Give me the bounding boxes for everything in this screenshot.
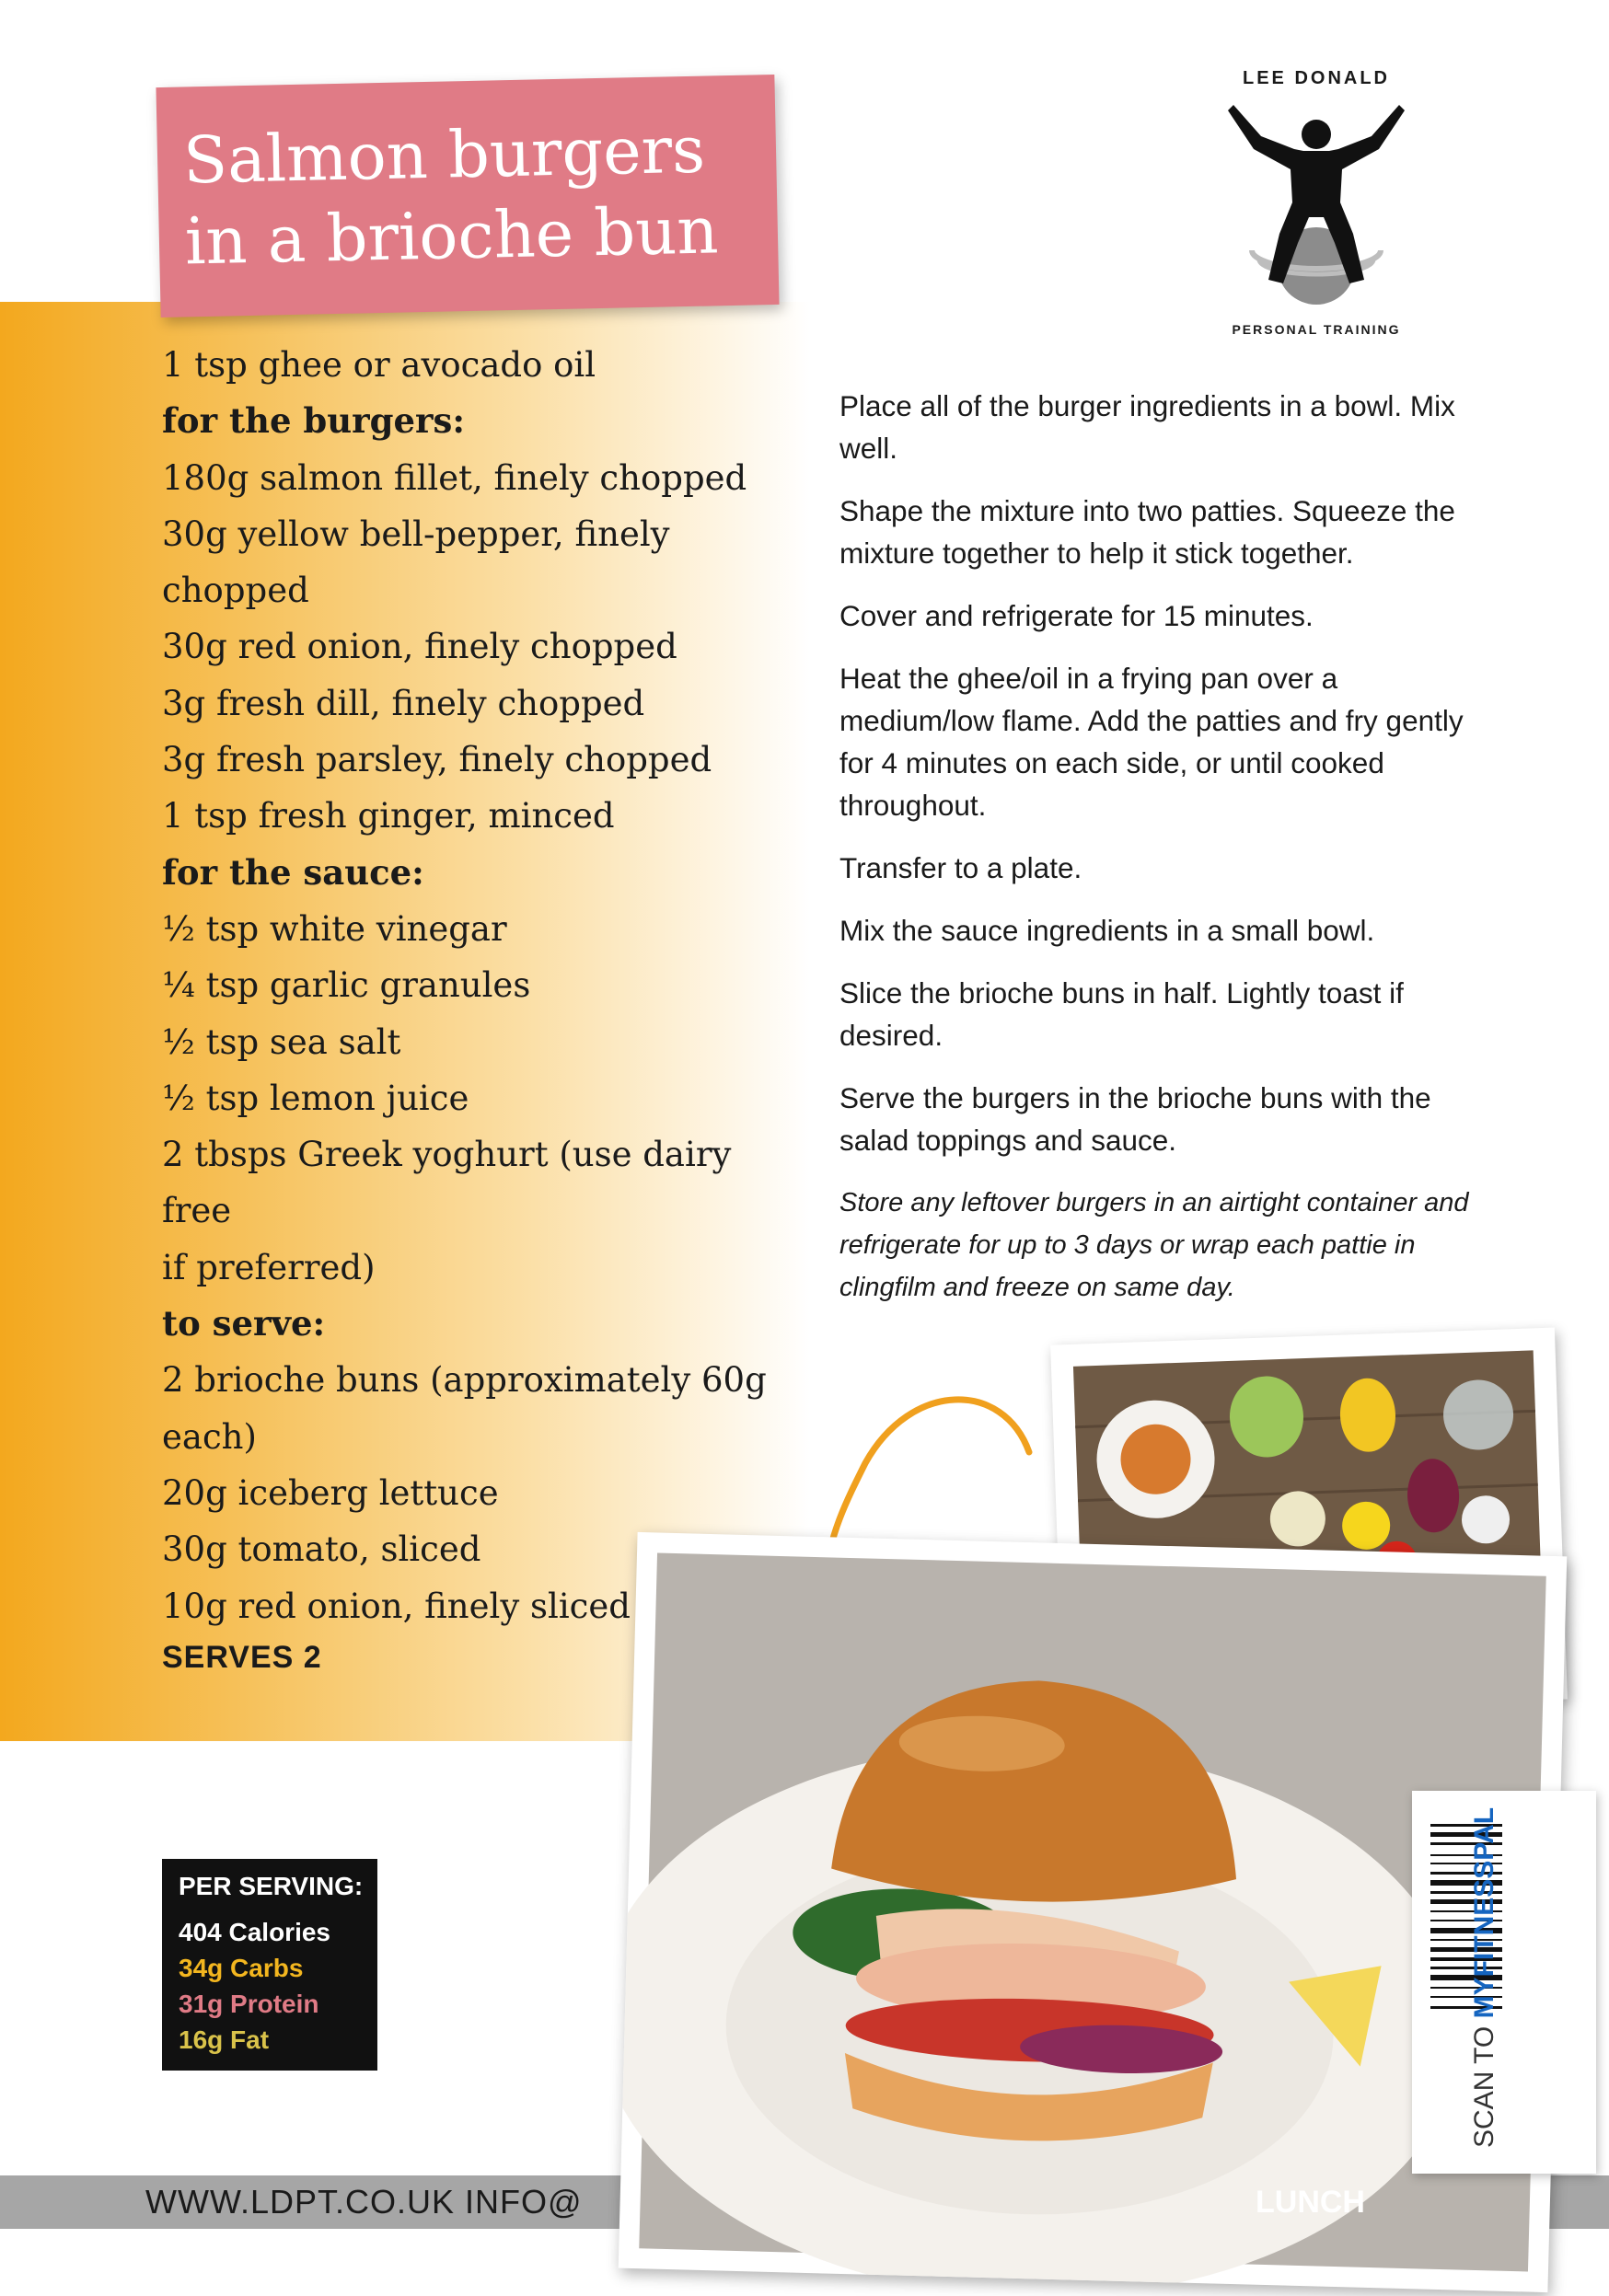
ingredient-section-heading: to serve: [162,1303,326,1344]
ingredient-line: 1 tsp ghee or avocado oil [162,345,596,385]
scan-to-myfitnesspal-label [1469,1807,1500,2148]
ingredient-line: ¼ tsp garlic granules [162,965,531,1006]
method-step: Mix the sauce ingredients in a small bowl. [839,914,1375,947]
athlete-silhouette-icon [1215,96,1418,317]
method-steps [839,385,1484,1329]
ingredient-line: each) [162,1416,257,1457]
method-step: Place all of the burger ingredients in a bowl. Mix well. [839,389,1455,465]
method-step: Serve the burgers in the brioche buns with the salad toppings and sauce. [839,1081,1431,1157]
ingredient-line: 10g red onion, finely sliced [162,1586,631,1626]
ingredient-section-heading: for the sauce: [162,851,424,893]
logo-name: LEE DONALD [1243,68,1390,88]
nutrition-carbs: 34g Carbs [179,1954,304,1982]
ingredient-section-heading: for the burgers: [162,400,466,442]
ingredient-line: chopped [162,571,309,611]
method-step: Transfer to a plate. [839,851,1082,884]
ingredient-line: 2 tbsps Greek yoghurt (use dairy free [162,1135,732,1231]
nutrition-calories: 404 Calories [179,1918,330,1946]
footer-category: LUNCH [1256,2185,1365,2220]
method-step: Shape the mixture into two patties. Squeeze the mixture together to help it stick together. [839,494,1455,570]
logo-tagline: PERSONAL TRAINING [1232,322,1401,337]
serves-label: SERVES 2 [162,1640,322,1675]
ingredient-line: 180g salmon fillet, finely chopped [162,457,747,498]
method-step: Cover and refrigerate for 15 minutes. [839,599,1314,632]
ingredient-line: ½ tsp sea salt [162,1021,401,1062]
nutrition-panel [162,1859,377,2071]
scan-prefix: SCAN TO [1469,2018,1499,2148]
nutrition-fat: 16g Fat [179,2025,270,2054]
nutrition-protein: 31g Protein [179,1990,319,2018]
recipe-title-line-1: Salmon burgers [182,111,706,199]
ingredient-line: 2 brioche buns (approximately 60g [162,1360,767,1401]
recipe-title-line-2: in a brioche bun [184,192,720,280]
nutrition-heading: PER SERVING: [179,1872,364,1900]
ingredients-list [162,337,788,1634]
ingredient-line: ½ tsp lemon juice [162,1078,469,1118]
scan-app-name: MYFITNESSPAL [1469,1806,1499,2019]
brand-logo [1197,68,1473,344]
method-step: Heat the ghee/oil in a frying pan over a medium/low flame. Add the patties and fry gently for 4 minutes on each side, or until cooked throughout. [839,662,1464,822]
ingredient-line: 30g red onion, finely chopped [162,627,677,667]
myfitnesspal-barcode-card[interactable] [1412,1791,1596,2174]
recipe-title-box [156,75,779,317]
footer-contact: WWW.LDPT.CO.UK INFO@ [145,2183,583,2221]
ingredient-line: 3g fresh parsley, finely chopped [162,740,712,780]
method-step: Slice the brioche buns in half. Lightly toast if desired. [839,976,1404,1052]
storage-note: Store any leftover burgers in an airtight container and refrigerate for up to 3 days or wrap each pattie in clingfilm and freeze on same day. [839,1188,1469,1302]
ingredient-line: 30g tomato, sliced [162,1529,481,1570]
ingredient-line: 3g fresh dill, finely chopped [162,683,645,723]
recipe-title [182,109,719,282]
ingredient-line: if preferred) [162,1247,376,1287]
ingredient-line: ½ tsp white vinegar [162,908,507,949]
ingredient-line: 1 tsp fresh ginger, minced [162,796,615,836]
ingredient-line: 20g iceberg lettuce [162,1472,499,1513]
barcode-icon [1412,1791,1596,2174]
ingredient-line: 30g yellow bell-pepper, finely [162,513,670,554]
